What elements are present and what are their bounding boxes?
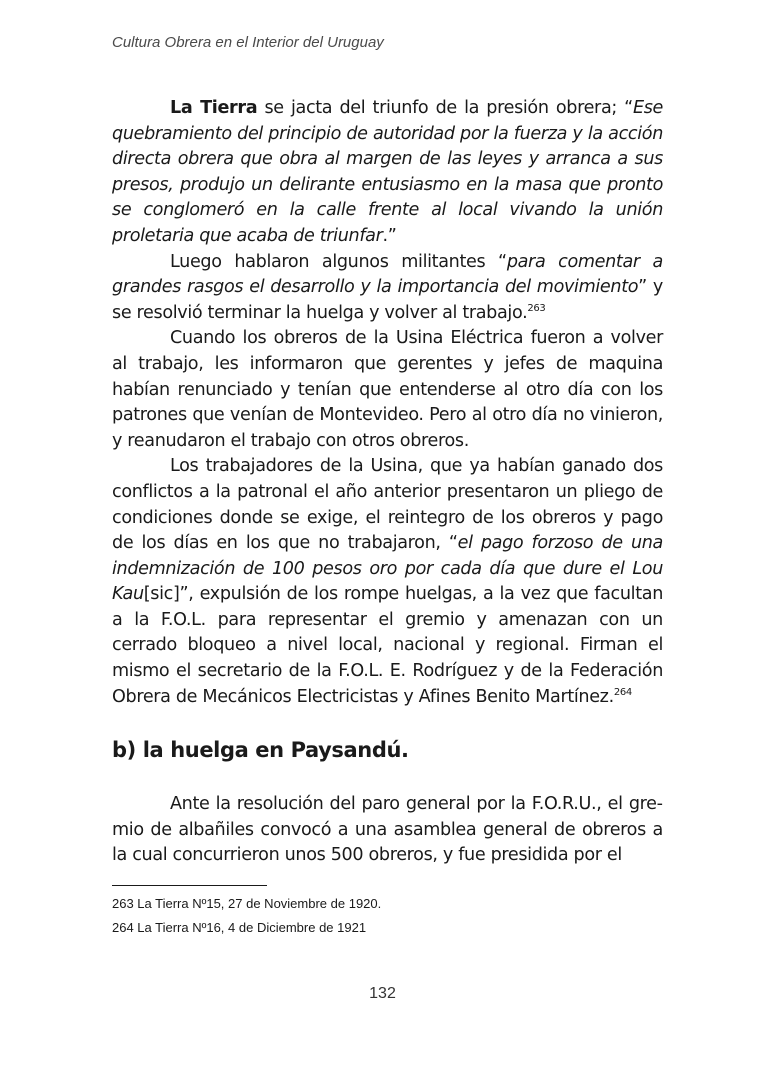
footnote-ref[interactable]: 263	[527, 302, 546, 314]
paragraph-text: [sic]”, expulsión de los rompe huelgas, a la vez que facultan a la F.O.L. para representar el gremio y amenazan con un cerrado bloqueo a nivel local, nacional y regional. Firman el mismo el secretario de la F.O.L. E. Rodríguez y de la Federación Obrera de Mecánicos Electricistas y Afines Benito Martínez.	[112, 584, 663, 707]
footnote-264: 264 La Tierra Nº16, 4 de Diciembre de 1921	[112, 920, 367, 935]
footnote-263: 263 La Tierra Nº15, 27 de Noviembre de 1920.	[112, 896, 382, 911]
page-number: 132	[369, 985, 396, 1002]
running-header: Cultura Obrera en el Interior del Uruguay	[112, 34, 384, 51]
paragraph-1	[112, 96, 663, 250]
section-heading: b) la huelga en Paysandú.	[112, 738, 409, 762]
newspaper-name: La Tierra	[170, 98, 258, 118]
quotation: para comentar a grandes rasgos el desarrollo y la importancia del movimiento	[112, 251, 663, 298]
paragraph-text: Cuando los obreros de la Usina Eléctrica fueron a volver al trabajo, les informaron que gerentes y jefes de maquina habían renunciado y tenían que entenderse al otro día con los patrones que venían de Montevideo. Pero al otro día no vinieron, y reanudaron el trabajo con otros obreros.	[112, 328, 663, 451]
quotation: Ese quebramiento del principio de autoridad por la fuerza y la acción directa obrera que obra al margen de las leyes y arranca a sus presos, produjo un delirante entusiasmo en la masa que pronto se conglomeró en la calle frente al local vivando la unión proletaria que acaba de triunfar	[112, 98, 663, 246]
paragraph-text: .”	[382, 225, 397, 246]
paragraph-4	[112, 454, 663, 710]
paragraph-5: Ante la resolución del paro general por la F.O.R.U., el gremio de albañiles convocó a una asamblea general de obreros a la cual concurrieron unos 500 obreros, y fue presidida por el	[112, 794, 663, 866]
quotation: el pago forzoso de una indemnización de 100 pesos oro por cada día que dure el Lou Kau	[112, 533, 663, 605]
footnotes	[112, 892, 381, 940]
footnote-ref[interactable]: 264	[613, 686, 632, 698]
paragraph-text: ” y se resolvió terminar la huelga y volver al trabajo.	[112, 277, 663, 323]
footnote-divider	[112, 885, 267, 886]
body-text	[112, 96, 663, 710]
paragraph-text: Luego hablaron algunos militantes “	[170, 251, 507, 272]
paragraph-text: Los trabajadores de la Usina, que ya habían ganado dos conflictos a la patronal el año anterior presentaron un pliego de condiciones donde se exige, el reintegro de los obreros y pago de los días en los que no trabajaron, “	[112, 456, 663, 554]
paragraph-3	[112, 326, 663, 454]
paragraph-text: se jacta del triunfo de la presión obrera; “	[257, 98, 633, 118]
section-body	[112, 792, 663, 869]
paragraph-2	[112, 250, 663, 327]
